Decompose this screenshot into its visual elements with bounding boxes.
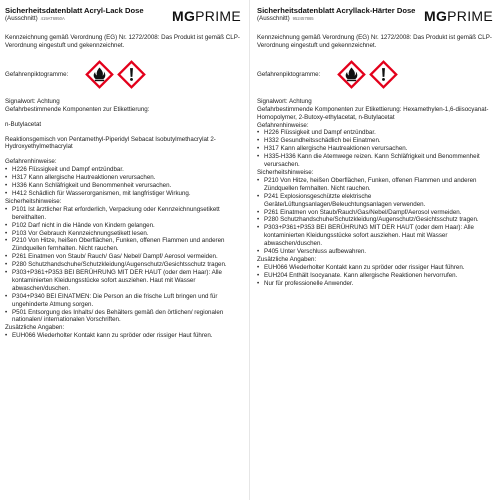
component-item: n-Butylacetat (5, 120, 42, 128)
hazard-item: • H317 Kann allergische Hautreaktionen verursachen. (5, 174, 241, 182)
components-text: Gefahrbestimmende Komponenten zur Etikettierung: Hexamethylen-1,6-diisocyanat-Homopolymer, 2-Butoxy-ethylacetat, n-Butylacetat (257, 105, 489, 121)
hazards-label: Gefahrenhinweise: (5, 158, 57, 166)
extra-item: • EUH066 Wiederholter Kontakt kann zu spröder oder rissiger Haut führen. (257, 264, 493, 272)
safety-item: • P280 Schutzhandschuhe/Schutzkleidung/Augenschutz/Gesichtsschutz tragen. (257, 216, 493, 224)
signal-word: Signalwort: Achtung (257, 97, 312, 105)
safety-label: Sicherheitshinweise: (257, 168, 314, 176)
mgprime-logo: MGPRIME (424, 8, 493, 24)
extra-list (5, 332, 241, 340)
safety-item: • P303+P361+P353 BEI BERÜHRUNG MIT DER HAUT (oder dem Haar): Alle kontaminierten Kleidungsstücke sofort ausziehen. Haut mit Wasser abwaschen/duschen. (257, 224, 493, 248)
extra-list (257, 264, 493, 288)
safety-item: • P210 Von Hitze, heißen Oberflächen, Funken, offenen Flammen und anderen Zündquellen fernhalten. Nicht rauchen. (5, 237, 241, 253)
hazard-item: • H335-H336 Kann die Atemwege reizen. Kann Schläfrigkeit und Benommenheit verursachen. (257, 153, 493, 169)
hazard-item: • H317 Kann allergische Hautreaktionen verursachen. (257, 145, 493, 153)
safety-item: • P102 Darf nicht in die Hände von Kindern gelangen. (5, 222, 241, 230)
datasheet-acryl-lack (5, 6, 241, 340)
hazard-item: • H226 Flüssigkeit und Dampf entzündbar. (5, 166, 241, 174)
classification-intro: Kennzeichnung gemäß Verordnung (EG) Nr. 1272/2008: Das Produkt ist gemäß CLP-Verordnung eingestuft und gekennzeichnet. (257, 34, 492, 49)
component-item: Reaktionsgemisch von Pentamethyl-Piperidyl Sebacat Isobutylmethacrylat 2-Hydroxyethylmethacrylat (5, 135, 216, 151)
hazards-label: Gefahrenhinweise: (257, 121, 309, 129)
flame-icon (85, 60, 114, 89)
classification-intro: Kennzeichnung gemäß Verordnung (EG) Nr. 1272/2008: Das Produkt ist gemäß CLP-Verordnung eingestuft und gekennzeichnet. (5, 34, 240, 49)
datasheet-header (5, 6, 241, 30)
extra-label: Zusätzliche Angaben: (257, 255, 317, 263)
exclamation-icon (117, 60, 146, 89)
datasheet-subtitle: (Ausschnitt) (257, 15, 290, 22)
signal-word: Signalwort: Achtung (5, 97, 60, 105)
safety-item: • P280 Schutzhandschuhe/Schutzkleidung/Augenschutz/Gesichtsschutz tragen. (5, 261, 241, 269)
hazard-item: • H412 Schädlich für Wasserorganismen, mit langfristiger Wirkung. (5, 190, 241, 198)
datasheet-title: Sicherheitsdatenblatt Acryl-Lack Dose (5, 6, 144, 15)
pictogram-label: Gefahrenpiktogramme: (5, 70, 69, 78)
hazard-item: • H226 Flüssigkeit und Dampf entzündbar. (257, 129, 493, 137)
safety-item: • P241 Explosionsgeschützte elektrische Geräte/Lüftungsanlagen/Beleuchtungsanlagen verwenden. (257, 193, 493, 209)
safety-item: • P103 Vor Gebrauch Kennzeichnungsetikett lesen. (5, 230, 241, 238)
article-code: 419AT6950A (40, 16, 65, 21)
datasheet-header (257, 6, 493, 30)
hazard-item: • H336 Kann Schläfrigkeit und Benommenheit verursachen. (5, 182, 241, 190)
column-divider (249, 0, 250, 500)
exclamation-icon (369, 60, 398, 89)
datasheet-subtitle: (Ausschnitt) (5, 15, 38, 22)
pictogram-label: Gefahrenpiktogramme: (257, 70, 321, 78)
safety-label: Sicherheitshinweise: (5, 197, 62, 205)
hazard-list (5, 166, 241, 198)
safety-item: • P405 Unter Verschluss aufbewahren. (257, 248, 493, 256)
mgprime-logo: MGPRIME (172, 8, 241, 24)
components-label: Gefahrbestimmende Komponenten zur Etikettierung: (5, 105, 150, 113)
safety-item: • P261 Einatmen von Staub/ Rauch/ Gas/ Nebel/ Dampf/ Aerosol vermeiden. (5, 253, 241, 261)
extra-label: Zusätzliche Angaben: (5, 324, 65, 332)
safety-item: • P304+P340 BEI EINATMEN: Die Person an die frische Luft bringen und für ungehinderte Atmung sorgen. (5, 293, 241, 309)
safety-item: • P303+P361+P353 BEI BERÜHRUNG MIT DER HAUT (oder dem Haar): Alle kontaminierten Kleidungsstücke sofort ausziehen. Haut mit Wasser abwaschen/duschen. (5, 269, 241, 293)
extra-item: • EUH204 Enthält Isocyanate. Kann allergische Reaktionen hervorrufen. (257, 272, 493, 280)
hazard-list (257, 129, 493, 169)
safety-item: • P261 Einatmen von Staub/Rauch/Gas/Nebel/Dampf/Aerosol vermeiden. (257, 209, 493, 217)
pictogram-row (5, 52, 241, 98)
flame-icon (337, 60, 366, 89)
safety-item: • P101 Ist ärztlicher Rat erforderlich, Verpackung oder Kennzeichnungsetikett bereithalten. (5, 206, 241, 222)
safety-list (257, 177, 493, 256)
datasheet-acryllack-haerter (257, 6, 493, 288)
pictogram-row (257, 52, 493, 98)
safety-item: • P501 Entsorgung des Inhalts/ des Behälters gemäß den örtlichen/ regionalen nationalen/ internationalen Vorschriften. (5, 309, 241, 325)
safety-list (5, 206, 241, 325)
extra-item: • EUH066 Wiederholter Kontakt kann zu spröder oder rissiger Haut führen. (5, 332, 241, 340)
article-code: 952457865 (292, 16, 314, 21)
datasheet-title: Sicherheitsdatenblatt Acryllack-Härter Dose (257, 6, 416, 15)
hazard-item: • H332 Gesundheitsschädlich bei Einatmen. (257, 137, 493, 145)
safety-item: • P210 Von Hitze, heißen Oberflächen, Funken, offenen Flammen und anderen Zündquellen fernhalten. Nicht rauchen. (257, 177, 493, 193)
extra-item: • Nur für professionelle Anwender. (257, 280, 493, 288)
